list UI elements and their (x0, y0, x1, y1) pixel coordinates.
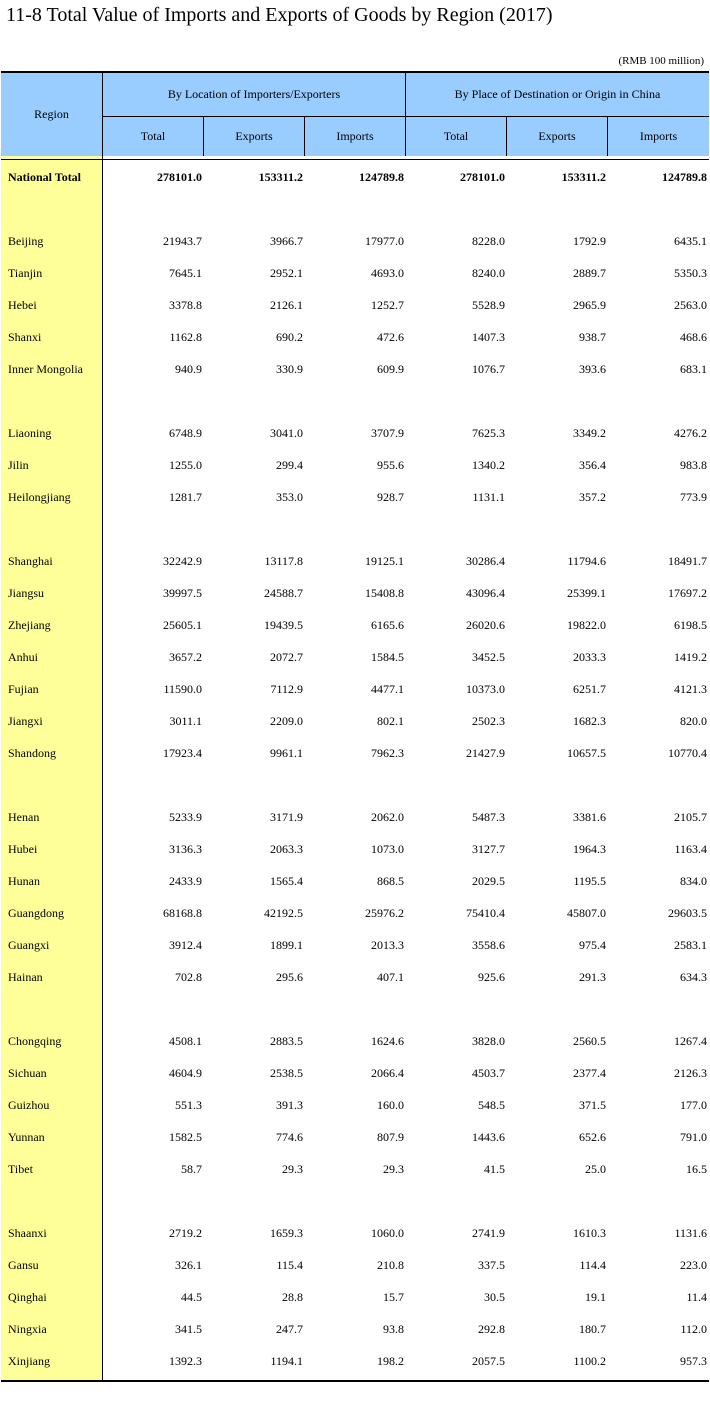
table-cell: 928.7 (377, 490, 404, 504)
table-cell: 43096.4 (466, 586, 505, 600)
table-cell: 5350.3 (674, 266, 707, 280)
table-cell: 940.9 (175, 362, 202, 376)
table-cell: 2057.5 (472, 1354, 505, 1368)
table-cell: 1392.3 (169, 1354, 202, 1368)
table-cell: 2583.1 (674, 938, 707, 952)
table-cell: 1682.3 (573, 714, 606, 728)
region-name: Inner Mongolia (8, 362, 83, 376)
table-cell: 198.2 (377, 1354, 404, 1368)
table-cell: 2377.4 (573, 1066, 606, 1080)
table-cell: 26020.6 (466, 618, 505, 632)
table-cell: 295.6 (276, 970, 303, 984)
table-cell: 2126.1 (270, 298, 303, 312)
table-cell: 2105.7 (674, 810, 707, 824)
table-cell: 2013.3 (371, 938, 404, 952)
table-cell: 1252.7 (371, 298, 404, 312)
table-cell: 9961.1 (270, 746, 303, 760)
table-cell: 807.9 (377, 1130, 404, 1144)
table-cell: 2029.5 (472, 874, 505, 888)
region-name: Jiangsu (8, 586, 44, 600)
region-name: Heilongjiang (8, 490, 71, 504)
region-name: Yunnan (8, 1130, 45, 1144)
table-row (1, 449, 709, 481)
table-cell: 29.3 (383, 1162, 404, 1176)
table-cell: 356.4 (579, 458, 606, 472)
table-cell: 25399.1 (567, 586, 606, 600)
table-cell: 21427.9 (466, 746, 505, 760)
table-row (1, 417, 709, 449)
table-row (1, 1121, 709, 1153)
table-cell: 93.8 (383, 1322, 404, 1336)
table-bottom-rule (1, 1380, 709, 1382)
region-name: Fujian (8, 682, 39, 696)
table-cell: 112.0 (680, 1322, 707, 1336)
table-cell: 407.1 (377, 970, 404, 984)
region-name: Hunan (8, 874, 40, 888)
table-cell: 4693.0 (371, 266, 404, 280)
region-name: Jilin (8, 458, 29, 472)
table-row (1, 865, 709, 897)
table-cell: 13117.8 (264, 554, 303, 568)
region-name: Guangxi (8, 938, 50, 952)
table-cell: 19.1 (585, 1290, 606, 1304)
table-row (1, 1313, 709, 1345)
table-cell: 2063.3 (270, 842, 303, 856)
region-name: Tibet (8, 1162, 33, 1176)
table-cell: 25.0 (585, 1162, 606, 1176)
table-cell: 19439.5 (264, 618, 303, 632)
table-cell: 39997.5 (163, 586, 202, 600)
table-cell: 223.0 (680, 1258, 707, 1272)
table-row (1, 1217, 709, 1249)
region-name: Guangdong (8, 906, 64, 920)
table-cell: 11590.0 (163, 682, 202, 696)
region-name: Hubei (8, 842, 38, 856)
table-cell: 11794.6 (567, 554, 606, 568)
table-cell: 1419.2 (674, 650, 707, 664)
table-cell: 6748.9 (169, 426, 202, 440)
table-row (1, 1089, 709, 1121)
table-cell: 1792.9 (573, 234, 606, 248)
table-row (1, 257, 709, 289)
table-cell: 391.3 (276, 1098, 303, 1112)
table-cell: 6251.7 (573, 682, 606, 696)
header-region: Region (1, 73, 103, 156)
table-cell: 1076.7 (472, 362, 505, 376)
table-cell: 17697.2 (668, 586, 707, 600)
table-cell: 955.6 (377, 458, 404, 472)
table-cell: 5528.9 (472, 298, 505, 312)
table-cell: 2563.0 (674, 298, 707, 312)
table-cell: 28.8 (282, 1290, 303, 1304)
table-cell: 3349.2 (573, 426, 606, 440)
region-name: Anhui (8, 650, 38, 664)
table-row (1, 705, 709, 737)
table-cell: 19822.0 (567, 618, 606, 632)
table-cell: 1073.0 (371, 842, 404, 856)
table-cell: 45807.0 (567, 906, 606, 920)
table-cell: 21943.7 (163, 234, 202, 248)
region-name: Shaanxi (8, 1226, 47, 1240)
table-cell: 8240.0 (472, 266, 505, 280)
table-cell: 124789.8 (662, 170, 707, 184)
header-exports-2: Exports (507, 117, 608, 156)
table-header (1, 71, 709, 160)
table-row (1, 929, 709, 961)
table-cell: 292.8 (478, 1322, 505, 1336)
table-row (1, 897, 709, 929)
table-cell: 551.3 (175, 1098, 202, 1112)
table-cell: 2062.0 (371, 810, 404, 824)
table-cell: 1195.5 (573, 874, 606, 888)
table-cell: 3136.3 (169, 842, 202, 856)
table-cell: 326.1 (175, 1258, 202, 1272)
table-cell: 299.4 (276, 458, 303, 472)
table-row (1, 161, 709, 193)
header-total-2: Total (406, 117, 507, 156)
table-cell: 2883.5 (270, 1034, 303, 1048)
table-cell: 2072.7 (270, 650, 303, 664)
table-cell: 1255.0 (169, 458, 202, 472)
table-cell: 652.6 (579, 1130, 606, 1144)
table-cell: 3558.6 (472, 938, 505, 952)
table-cell: 16.5 (686, 1162, 707, 1176)
table-cell: 4477.1 (371, 682, 404, 696)
table-cell: 3381.6 (573, 810, 606, 824)
region-name: Chongqing (8, 1034, 62, 1048)
table-cell: 2889.7 (573, 266, 606, 280)
table-cell: 4503.7 (472, 1066, 505, 1080)
table-cell: 68168.8 (163, 906, 202, 920)
region-name: Jiangxi (8, 714, 43, 728)
table-cell: 4508.1 (169, 1034, 202, 1048)
table-cell: 1267.4 (674, 1034, 707, 1048)
table-cell: 2560.5 (573, 1034, 606, 1048)
table-row (1, 673, 709, 705)
table-cell: 2126.3 (674, 1066, 707, 1080)
table-cell: 371.5 (579, 1098, 606, 1112)
header-imports-1: Imports (305, 117, 406, 156)
table-cell: 983.8 (680, 458, 707, 472)
region-name: Beijing (8, 234, 44, 248)
table-cell: 7645.1 (169, 266, 202, 280)
table-cell: 3707.9 (371, 426, 404, 440)
table-cell: 1194.1 (270, 1354, 303, 1368)
table-cell: 291.3 (579, 970, 606, 984)
table-row (1, 609, 709, 641)
table-cell: 2502.3 (472, 714, 505, 728)
region-name: Sichuan (8, 1066, 47, 1080)
table-cell: 15408.8 (365, 586, 404, 600)
table-cell: 2719.2 (169, 1226, 202, 1240)
table-cell: 1899.1 (270, 938, 303, 952)
table-cell: 353.0 (276, 490, 303, 504)
table-cell: 925.6 (478, 970, 505, 984)
table-cell: 1584.5 (371, 650, 404, 664)
region-name: Zhejiang (8, 618, 51, 632)
table-row (1, 481, 709, 513)
table-cell: 938.7 (579, 330, 606, 344)
table-cell: 4604.9 (169, 1066, 202, 1080)
table-cell: 7625.3 (472, 426, 505, 440)
table-row (1, 1249, 709, 1281)
table-row (1, 225, 709, 257)
table-cell: 3171.9 (270, 810, 303, 824)
table-cell: 1659.3 (270, 1226, 303, 1240)
region-name: Hebei (8, 298, 37, 312)
table-cell: 75410.4 (466, 906, 505, 920)
table-cell: 160.0 (377, 1098, 404, 1112)
table-cell: 19125.1 (365, 554, 404, 568)
table-cell: 247.7 (276, 1322, 303, 1336)
header-exports-1: Exports (204, 117, 305, 156)
table-cell: 124789.8 (359, 170, 404, 184)
table-cell: 3966.7 (270, 234, 303, 248)
region-name: Gansu (8, 1258, 39, 1272)
table-cell: 1443.6 (472, 1130, 505, 1144)
table-row (1, 801, 709, 833)
table-cell: 17923.4 (163, 746, 202, 760)
table-cell: 330.9 (276, 362, 303, 376)
table-cell: 180.7 (579, 1322, 606, 1336)
table-cell: 115.4 (276, 1258, 303, 1272)
table-cell: 5487.3 (472, 810, 505, 824)
table-cell: 210.8 (377, 1258, 404, 1272)
region-name: Liaoning (8, 426, 52, 440)
table-row (1, 1025, 709, 1057)
table-row (1, 289, 709, 321)
table-row (1, 321, 709, 353)
table-row (1, 833, 709, 865)
table-cell: 3912.4 (169, 938, 202, 952)
table-cell: 702.8 (175, 970, 202, 984)
table-cell: 868.5 (377, 874, 404, 888)
table-cell: 2033.3 (573, 650, 606, 664)
table-cell: 2965.9 (573, 298, 606, 312)
table-cell: 3657.2 (169, 650, 202, 664)
table-cell: 6198.5 (674, 618, 707, 632)
table-cell: 30.5 (484, 1290, 505, 1304)
table-cell: 337.5 (478, 1258, 505, 1272)
table-cell: 774.6 (276, 1130, 303, 1144)
table-cell: 609.9 (377, 362, 404, 376)
page-title: 11-8 Total Value of Imports and Exports of Goods by Region (2017) (6, 4, 553, 26)
table-cell: 1060.0 (371, 1226, 404, 1240)
table-cell: 278101.0 (460, 170, 505, 184)
table-cell: 393.6 (579, 362, 606, 376)
region-name: Shanxi (8, 330, 42, 344)
table-cell: 114.4 (579, 1258, 606, 1272)
table-cell: 1340.2 (472, 458, 505, 472)
header-imports-2: Imports (608, 117, 709, 156)
table-cell: 153311.2 (561, 170, 606, 184)
table-cell: 1163.4 (674, 842, 707, 856)
table-cell: 2209.0 (270, 714, 303, 728)
table-row (1, 1153, 709, 1185)
table-cell: 2066.4 (371, 1066, 404, 1080)
table-cell: 3127.7 (472, 842, 505, 856)
table-cell: 278101.0 (157, 170, 202, 184)
table-cell: 1131.1 (472, 490, 505, 504)
table-cell: 10373.0 (466, 682, 505, 696)
table-cell: 468.6 (680, 330, 707, 344)
table-cell: 25976.2 (365, 906, 404, 920)
table-cell: 1610.3 (573, 1226, 606, 1240)
table-cell: 6435.1 (674, 234, 707, 248)
table-cell: 957.3 (680, 1354, 707, 1368)
table-cell: 634.3 (680, 970, 707, 984)
table-row (1, 545, 709, 577)
table-cell: 29603.5 (668, 906, 707, 920)
header-group-importers-exporters: By Location of Importers/Exporters (103, 73, 406, 117)
table-cell: 32242.9 (163, 554, 202, 568)
table-cell: 11.4 (686, 1290, 707, 1304)
table-cell: 5233.9 (169, 810, 202, 824)
table-row (1, 1345, 709, 1377)
region-name: Shanghai (8, 554, 53, 568)
table-cell: 548.5 (478, 1098, 505, 1112)
table-cell: 683.1 (680, 362, 707, 376)
table-cell: 1624.6 (371, 1034, 404, 1048)
table-cell: 773.9 (680, 490, 707, 504)
table-row (1, 737, 709, 769)
table-cell: 15.7 (383, 1290, 404, 1304)
table-cell: 44.5 (181, 1290, 202, 1304)
table-cell: 18491.7 (668, 554, 707, 568)
table-cell: 1162.8 (169, 330, 202, 344)
header-group-destination-origin: By Place of Destination or Origin in China (406, 73, 709, 117)
table-cell: 1281.7 (169, 490, 202, 504)
table-cell: 791.0 (680, 1130, 707, 1144)
table-cell: 25605.1 (163, 618, 202, 632)
table-cell: 1131.6 (674, 1226, 707, 1240)
table-cell: 2952.1 (270, 266, 303, 280)
table-cell: 41.5 (484, 1162, 505, 1176)
table-cell: 2538.5 (270, 1066, 303, 1080)
region-name: Qinghai (8, 1290, 47, 1304)
table-cell: 2433.9 (169, 874, 202, 888)
table-cell: 1407.3 (472, 330, 505, 344)
table-cell: 3828.0 (472, 1034, 505, 1048)
region-name: Shandong (8, 746, 56, 760)
region-name: Henan (8, 810, 40, 824)
table-cell: 4121.3 (674, 682, 707, 696)
table-cell: 834.0 (680, 874, 707, 888)
table-cell: 1964.3 (573, 842, 606, 856)
table-cell: 30286.4 (466, 554, 505, 568)
table-cell: 7112.9 (270, 682, 303, 696)
table-row (1, 577, 709, 609)
table-cell: 1565.4 (270, 874, 303, 888)
table-cell: 472.6 (377, 330, 404, 344)
table-cell: 42192.5 (264, 906, 303, 920)
table-cell: 802.1 (377, 714, 404, 728)
table-cell: 29.3 (282, 1162, 303, 1176)
table-row (1, 1057, 709, 1089)
table-cell: 357.2 (579, 490, 606, 504)
table-cell: 8228.0 (472, 234, 505, 248)
header-total-1: Total (103, 117, 204, 156)
table-row (1, 961, 709, 993)
table-cell: 177.0 (680, 1098, 707, 1112)
table-row (1, 641, 709, 673)
region-name: Xinjiang (8, 1354, 50, 1368)
region-name: National Total (8, 170, 82, 184)
table-cell: 17977.0 (365, 234, 404, 248)
table-cell: 2741.9 (472, 1226, 505, 1240)
table-cell: 6165.6 (371, 618, 404, 632)
region-name: Ningxia (8, 1322, 47, 1336)
table-cell: 10770.4 (668, 746, 707, 760)
table-cell: 820.0 (680, 714, 707, 728)
table-cell: 4276.2 (674, 426, 707, 440)
table-cell: 10657.5 (567, 746, 606, 760)
region-name: Hainan (8, 970, 43, 984)
region-name: Tianjin (8, 266, 43, 280)
table-row (1, 353, 709, 385)
region-name: Guizhou (8, 1098, 50, 1112)
table-cell: 58.7 (181, 1162, 202, 1176)
table-cell: 975.4 (579, 938, 606, 952)
table-cell: 690.2 (276, 330, 303, 344)
table-row (1, 1281, 709, 1313)
table-cell: 1100.2 (573, 1354, 606, 1368)
table-cell: 1582.5 (169, 1130, 202, 1144)
table-cell: 7962.3 (371, 746, 404, 760)
table-cell: 3378.8 (169, 298, 202, 312)
table-cell: 3452.5 (472, 650, 505, 664)
table-cell: 3011.1 (169, 714, 202, 728)
table-cell: 3041.0 (270, 426, 303, 440)
unit-label: (RMB 100 million) (618, 55, 704, 67)
table-cell: 341.5 (175, 1322, 202, 1336)
table-cell: 153311.2 (258, 170, 303, 184)
table-cell: 24588.7 (264, 586, 303, 600)
